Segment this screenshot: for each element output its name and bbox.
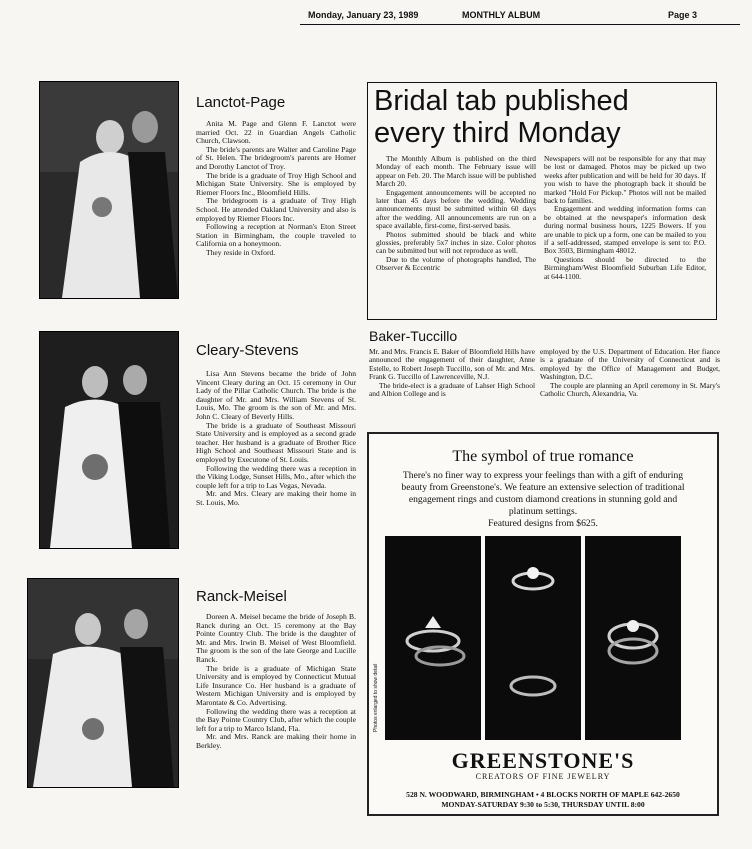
announcement-body [196, 370, 356, 508]
wedding-photo-ranck-meisel [27, 578, 179, 788]
announcement-headline: Baker-Tuccillo [369, 328, 458, 344]
announcement-headline: Cleary-Stevens [196, 342, 299, 359]
header-date: Monday, January 23, 1989 [308, 10, 419, 20]
announcement-body [196, 613, 356, 751]
notice-column-1 [376, 155, 536, 273]
engagement-paragraph: The couple are planning an April ceremony in St. Mary's Catholic Church, Alexandria, Va. [540, 380, 720, 399]
bridal-tab-notice [367, 82, 717, 320]
page-header [300, 10, 740, 24]
ad-body: There's no finer way to express your feelings than with a gift of enduring beauty from Greenstone's. We feature an extensive selection of traditional engagement rings and custom diamond creations in stunning gold and platinum settings. [401, 470, 685, 517]
announcement-paragraph: The bridegroom is a graduate of Troy High School. He attended Oakland University and also is employed by Riemer Floors Inc. [196, 196, 356, 223]
notice-paragraph: The Monthly Album is published on the third Monday of each month. The February issue will appear on Feb. 20. The March issue will be published March 20. [376, 154, 536, 189]
wedding-photo-lanctot-page [39, 81, 179, 299]
announcement-headline: Ranck-Meisel [196, 588, 287, 605]
announcement-paragraph: The bride is a graduate of Michigan State University and is employed by Connecticut Mutual Life Insurance Co. Her husband is a graduate of Western Michigan University and is employed by Marontate & Co. Advertising. [196, 663, 356, 707]
announcement-paragraph: The bride's parents are Walter and Caroline Page of St. Helen. The bridegroom's parents are Homer and Dorothy Lanctot of Troy. [196, 144, 356, 171]
header-rule [300, 24, 740, 25]
announcement-paragraph: Lisa Ann Stevens became the bride of John Vincent Cleary during an Oct. 15 ceremony in Our Lady of the Pillar Catholic Church. The bride is the daughter of Mr. and Mrs. William Stevens of St. Louis, Mo. The groom is the son of Mr. and Mrs. John C. Cleary of Beverly Hills. [196, 369, 356, 421]
announcement-paragraph: They reside in Oxford. [206, 247, 276, 257]
notice-paragraph: Questions should be directed to the Birmingham/West Bloomfield Suburban Life Editor, at 644-1100. [544, 254, 706, 281]
notice-column-2 [544, 155, 706, 281]
engagement-paragraph: Mr. and Mrs. Francis E. Baker of Bloomfield Hills have announced the engagement of their daughter, Anne Estelle, to Robert Joseph Tuccillo, son of Mr. and Mrs. Frank G. Tuccillo of Lawrenceville, N.J. [369, 348, 535, 382]
notice-paragraph: Engagement announcements will be accepted no later than 45 days before the wedding. Wedding announcements must be submitted within 60 days after the wedding. All announcements are run on a space available, first-come, first-served basis. [376, 187, 536, 231]
ring-photo-3 [585, 536, 681, 740]
ring-photo-2 [485, 536, 581, 740]
notice-title-line1: Bridal tab published [374, 85, 629, 117]
announcement-paragraph: Following the wedding there was a reception in the Viking Lodge, Sunset Hills, Mo., after which the couple left for a trip to Las Vegas, Nevada. [196, 463, 356, 490]
announcement-paragraph: Following a reception at Norman's Eton Street Station in Birmingham, the couple traveled to California on a honeymoon. [196, 222, 356, 249]
announcement-paragraph: Mr. and Mrs. Cleary are making their home in St. Louis, Mo. [196, 489, 356, 507]
ad-headline: The symbol of true romance [452, 448, 634, 465]
announcement-paragraph: Following the wedding there was a reception at the Bay Pointe Country Club, after which the couple left for a trip to Marco Island, Fla. [196, 706, 356, 733]
announcement-paragraph: The bride is a graduate of Southeast Missouri State University and is employed as a second grade teacher. Her husband is a graduate of Brother Rice High School and Southeast Missouri State and is employed by Executone of St. Louis. [196, 420, 356, 464]
announcement-paragraph: Doreen A. Meisel became the bride of Joseph B. Ranck during an Oct. 15 ceremony at the Bay Pointe Country Club. The bride is the daughter of Mr. and Mrs. Irwin B. Meisel of West Bloomfield. The groom is the son of the late George and Lucille Ranck. [196, 612, 356, 664]
announcement-body [196, 120, 356, 258]
ad-address: 528 N. WOODWARD, BIRMINGHAM • 4 BLOCKS NORTH OF MAPLE 642-2650 [406, 790, 680, 799]
header-section: MONTHLY ALBUM [462, 10, 541, 20]
engagement-paragraph: The bride-elect is a graduate of Lahser High School and Albion College and is [369, 380, 535, 399]
notice-title-line2: every third Monday [374, 117, 621, 149]
ad-hours: MONDAY-SATURDAY 9:30 to 5:30, THURSDAY UNTIL 8:00 [441, 800, 645, 809]
ad-featured-price: Featured designs from $625. [488, 518, 598, 529]
announcement-paragraph: The bride is a graduate of Troy High School and Michigan State University. She is employed by Riemer Floors Inc., Bloomfield Hills. [196, 170, 356, 197]
engagement-column-2 [540, 348, 720, 420]
notice-paragraph: Due to the volume of photographs handled, The Observer & Eccentric [376, 254, 536, 273]
announcement-paragraph: Mr. and Mrs. Ranck are making their home in Berkley. [196, 732, 356, 750]
photo-credit: Photos enlarged to show detail [373, 663, 379, 732]
announcement-headline: Lanctot-Page [196, 94, 286, 111]
notice-paragraph: Engagement and wedding information forms can be obtained at the newspaper's information desk during normal business hours, 1225 Bowers. If you are unable to pick up a form, one can be mailed to you if a self-addressed, stamped envelope is sent to: P.O. Box 3503, Birmingham 48012. [544, 204, 706, 256]
ring-photo-1 [385, 536, 481, 740]
notice-paragraph: Photos submitted should be black and white glossies, preferably 5x7 inches in size. Color photos can be submitted but will not reproduce as well. [376, 229, 536, 256]
notice-paragraph: Newspapers will not be responsible for any that may be lost or damaged. Photos may be picked up two weeks after publication and will be held for 30 days. If you wish to have the photograph back it should be marked "Hold For Pickup." Photos will not be mailed back to families. [544, 154, 706, 206]
announcement-paragraph: Anita M. Page and Glenn F. Lanctot were married Oct. 22 in Guardian Angels Catholic Church, Clawson. [196, 119, 356, 146]
header-page: Page 3 [668, 10, 698, 20]
engagement-column-1 [369, 348, 535, 420]
wedding-photo-cleary-stevens [39, 331, 179, 549]
ad-tagline: CREATORS OF FINE JEWELRY [475, 772, 611, 781]
engagement-paragraph: employed by the U.S. Department of Education. Her fiance is a graduate of the University of Connecticut and is employed by the Office of Management and Budget, Washington, D.C. [540, 348, 720, 382]
ad-brand: GREENSTONE'S [451, 748, 635, 773]
greenstones-advertisement [367, 432, 719, 816]
